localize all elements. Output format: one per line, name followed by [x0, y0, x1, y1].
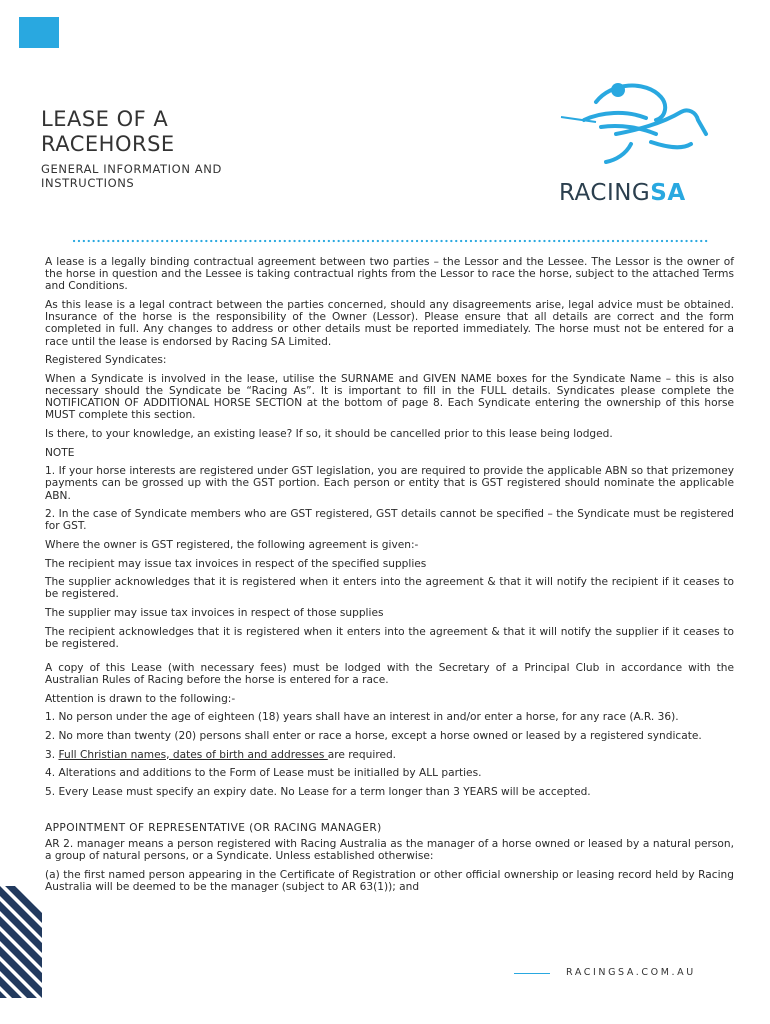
paragraph-registered-syndicates: Registered Syndicates:	[45, 354, 167, 367]
paragraph-ar2-manager: AR 2. manager means a person registered with Racing Australia as the manager of a horse owned or leased by a natural person, a group of natural persons, or a Syndicate. Unless established otherwise:	[45, 838, 734, 863]
corner-accent-square	[19, 17, 59, 48]
document-body	[45, 256, 734, 900]
paragraph-rule-2: 2. No more than twenty (20) persons shall enter or race a horse, except a horse owned or leased by a registered syndicate.	[45, 729, 702, 742]
paragraph-syndicate-instructions: When a Syndicate is involved in the lease, utilise the SURNAME and GIVEN NAME boxes for the Syndicate Name – this is also necessary should the Syndicate be “Racing As”. It is important to fill in the FULL details. Syndicates please complete the NOTIFICATION OF ADDITIONAL HORSE SECTION at the bottom of page 8. Each Syndicate entering the ownership of this horse MUST complete this section.	[45, 372, 734, 422]
title-line-2: RACEHORSE	[41, 132, 175, 156]
paragraph-gst-2: 2. In the case of Syndicate members who are GST registered, GST details cannot be specified – the Syndicate must be registered for GST.	[45, 508, 734, 533]
paragraph-recipient-invoices: The recipient may issue tax invoices in respect of the specified supplies	[45, 557, 427, 570]
paragraph-legal-contract: As this lease is a legal contract between the parties concerned, should any disagreements arise, legal advice must be obtained. Insurance of the horse is the responsibility of the Owner (Lessor). Please ensure that all details are correct and the form completed in full. Any changes to address or other details must be reported immediately. The horse must not be entered for a race until the lease is endorsed by Racing SA Limited.	[45, 299, 734, 348]
rule-3-suffix: are required.	[327, 748, 397, 761]
footer-accent-line	[514, 973, 550, 974]
paragraph-lease-definition: A lease is a legally binding contractual agreement between two parties – the Lessor and the Lessee. The Lessor is the owner of the horse in question and the Lessee is taking contractual rights from the Lessor to race the horse, subject to the attached Terms and Conditions.	[45, 256, 734, 293]
paragraph-recipient-acknowledges: The recipient acknowledges that it is registered when it enters into the agreement & that it will notify the supplier if it ceases to be registered.	[45, 625, 734, 650]
section-heading-representative: APPOINTMENT OF REPRESENTATIVE (OR RACING MANAGER)	[45, 821, 382, 834]
logo-text-sa: SA	[650, 180, 686, 206]
rule-3-underlined: Full Christian names, dates of birth and addresses	[58, 748, 328, 761]
paragraph-attention: Attention is drawn to the following:-	[45, 692, 236, 705]
paragraph-supplier-acknowledges: The supplier acknowledges that it is registered when it enters into the agreement & that it will notify the recipient if it ceases to be registered.	[45, 576, 734, 601]
paragraph-rule-5: 5. Every Lease must specify an expiry date. No Lease for a term longer than 3 YEARS will be accepted.	[45, 785, 591, 798]
title-line-1: LEASE OF A	[41, 107, 169, 131]
paragraph-gst-agreement: Where the owner is GST registered, the following agreement is given:-	[45, 538, 419, 551]
paragraph-existing-lease: Is there, to your knowledge, an existing lease? If so, it should be cancelled prior to this lease being lodged.	[45, 428, 613, 440]
paragraph-rule-1: 1. No person under the age of eighteen (18) years shall have an interest in and/or enter a horse, for any race (A.R. 36).	[45, 711, 679, 724]
rule-3-number: 3.	[45, 748, 59, 761]
dotted-divider	[72, 238, 712, 244]
paragraph-lodge-copy: A copy of this Lease (with necessary fees) must be lodged with the Secretary of a Principal Club in accordance with the Australian Rules of Racing before the horse is entered for a race.	[45, 661, 734, 687]
logo-text-racing: RACING	[559, 180, 651, 206]
paragraph-gst-1: 1. If your horse interests are registered under GST legislation, you are required to provide the applicable ABN so that prizemoney payments can be grossed up with the GST portion. Each person or entity that is GST registered should nominate the applicable ABN.	[45, 465, 734, 502]
paragraph-ar2-a: (a) the first named person appearing in the Certificate of Registration or other official ownership or leasing record held by Racing Australia will be deemed to be the manager (subject to AR 63(1)); and	[45, 868, 734, 894]
paragraph-rule-4: 4. Alterations and additions to the Form of Lease must be initialled by ALL parties.	[45, 767, 482, 780]
paragraph-supplier-invoices: The supplier may issue tax invoices in respect of those supplies	[45, 606, 384, 619]
page-subtitle: GENERAL INFORMATION AND INSTRUCTIONS	[41, 162, 222, 190]
footer-website[interactable]: RACINGSA.COM.AU	[566, 967, 696, 978]
page-title	[41, 107, 175, 157]
paragraph-note: NOTE	[45, 446, 75, 459]
racingsa-logo-text	[559, 180, 686, 206]
paragraph-rule-3	[45, 749, 734, 761]
diagonal-stripes-decoration	[0, 886, 42, 998]
